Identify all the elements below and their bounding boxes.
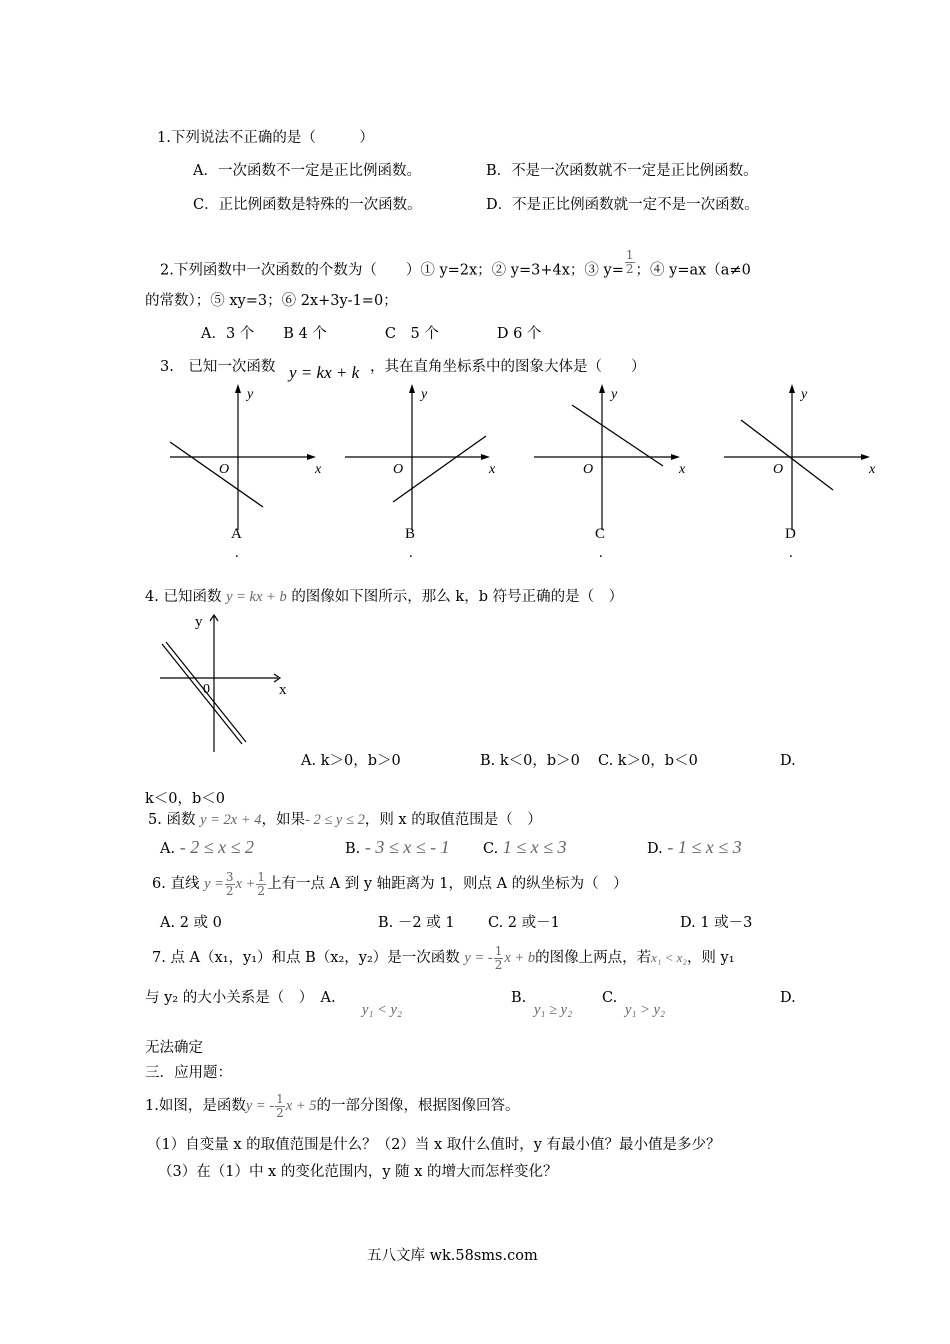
q2-half-fraction: $\frac{1}{2}$	[625, 248, 634, 276]
q7-option-b: y₁ ≥ y₂	[534, 1002, 573, 1018]
q7-stem: 7. 点 A（x₁，y₁）和点 B（x₂，y₂）是一次函数 y = - $\frac{1}{2}$ x + b的图像上两点，若x₁ < x₂，则 y₁	[152, 943, 735, 972]
q1-option-b: B．不是一次函数就不一定是正比例函数。	[486, 163, 758, 179]
q3-graph-a-line	[170, 442, 263, 507]
q2-stem-line2: 的常数）；⑤ xy=3；⑥ 2x+3y-1=0；	[145, 293, 398, 309]
q6-option-b: B. －2 或 1	[378, 915, 455, 931]
section3-sub1: （1）自变量 x 的取值范围是什么？（2）当 x 取什么值时，y 有最小值？最小值是多少？	[147, 1137, 721, 1153]
q3-graph-b-origin-label: O	[393, 462, 404, 477]
q4-option-d: k＜0，b＜0	[145, 791, 226, 807]
q3-graph-b-y-label: y	[421, 387, 428, 402]
q4-line	[162, 644, 242, 744]
q3-graph-d-dot: .	[789, 545, 793, 561]
q3-graph-d-y-arrow	[789, 384, 795, 393]
q3-graph-c-x-arrow	[671, 454, 680, 460]
q3-graph-d-label: D	[785, 526, 796, 542]
q2-options: A．3 个 B 4 个 C 5 个 D 6 个	[201, 326, 542, 342]
q4-option-c: C. k＞0，b＜0	[598, 753, 698, 769]
q4-option-d-label: D.	[780, 753, 796, 769]
q5-option-d: D. - 1 ≤ x ≤ 3	[647, 837, 742, 857]
q1-option-c: C．正比例函数是特殊的一次函数。	[193, 197, 422, 213]
q6-option-c: C. 2 或－1	[488, 915, 560, 931]
q3-stem-tail: ，其在直角坐标系中的图象大体是（ ）	[370, 359, 646, 375]
q3-graph-c-x-label: x	[679, 462, 686, 477]
q6-option-d: D. 1 或－3	[680, 915, 753, 931]
q3-stem: 3. 已知一次函数	[160, 359, 276, 375]
q3-graph-b-y-arrow	[409, 384, 415, 393]
q4-x-label: x	[279, 682, 287, 698]
q4-option-b: B. k＜0，b＞0	[480, 753, 580, 769]
q5-option-b: B. - 3 ≤ x ≤ - 1	[345, 837, 450, 857]
q7-option-a: y₁ < y₂	[362, 1002, 402, 1018]
q4-graph	[150, 612, 310, 762]
q5-option-c: C. 1 ≤ x ≤ 3	[483, 837, 567, 857]
q3-graph-d-line	[741, 420, 833, 490]
section3-sub2: （3）在（1）中 x 的变化范围内，y 随 x 的增大而怎样变化？	[158, 1164, 558, 1180]
q3-graph-c-y-label: y	[611, 387, 618, 402]
q3-graph-b-line	[393, 436, 486, 502]
q6-stem: 6. 直线 y = $\frac{3}{2}$ x + $\frac{1}{2}$ 上有一点 A 到 y 轴距离为 1，则点 A 的纵坐标为（ ）	[152, 869, 628, 898]
q3-graph-c-label: C	[595, 526, 606, 542]
q1-option-a: A．一次函数不一定是正比例函数。	[193, 163, 421, 179]
q3-graph-b-x-arrow	[481, 454, 490, 460]
q3-graph-d-origin-label: O	[773, 462, 784, 477]
section3-q1-stem: 1.如图，是函数y = - $\frac{1}{2}$ x + 5的一部分图像，根据图像回答。	[145, 1091, 520, 1120]
q4-stem: 4. 已知函数 y = kx + b 的图像如下图所示，那么 k，b 符号正确的是（ ）	[145, 589, 624, 605]
q3-graph-a-label: A	[231, 526, 242, 542]
q3-graph-d-y-label: y	[801, 387, 808, 402]
q7-option-d-label: D.	[780, 990, 796, 1006]
q3-graph-a-dot: .	[235, 545, 239, 561]
q3-graph-b-x-label: x	[489, 462, 496, 477]
q3-graph-d-x-label: x	[869, 462, 876, 477]
q3-graph-a-y-label: y	[247, 387, 254, 402]
q3-formula: y = kx + k	[289, 363, 360, 382]
q5-option-a: A. - 2 ≤ x ≤ 2	[160, 837, 254, 857]
q3-graphs	[0, 380, 950, 600]
q7-option-d: 无法确定	[145, 1040, 203, 1056]
q7-option-b-label: B.	[511, 990, 527, 1006]
q6-option-a: A. 2 或 0	[160, 915, 222, 931]
q4-y-label: y	[195, 614, 203, 630]
q2-stem: 2.下列函数中一次函数的个数为（ ）① y=2x；② y=3+4x；③ y= $\frac{1}{2}$ ；④ y=ax（a≠0	[160, 248, 751, 279]
q1-option-d: D．不是正比例函数就一定不是一次函数。	[486, 197, 759, 213]
q3-graph-b-dot: .	[409, 545, 413, 561]
q3-graph-a-x-label: x	[315, 462, 322, 477]
q3-graph-c-dot: .	[599, 545, 603, 561]
q3-graph-a-y-arrow	[235, 384, 241, 393]
q7-stem-line2: 与 y₂ 的大小关系是（ ） A.	[145, 990, 336, 1006]
section3-title: 三．应用题：	[145, 1065, 232, 1081]
q3-graph-d-x-arrow	[861, 454, 870, 460]
q5-stem: 5. 函数 y = 2x + 4，如果- 2 ≤ y ≤ 2，则 x 的取值范围是（ ）	[148, 812, 542, 828]
q7-option-c: y₁ > y₂	[625, 1002, 665, 1018]
footer: 五八文库 wk.58sms.com	[367, 1248, 538, 1264]
q1-stem: 1.下列说法不正确的是（ ）	[157, 130, 374, 146]
q3-graph-c-origin-label: O	[583, 462, 594, 477]
q3-graph-c-y-arrow	[599, 384, 605, 393]
q3-graph-a-origin-label: O	[219, 462, 230, 477]
q7-option-c-label: C.	[602, 990, 618, 1006]
q4-option-a: A. k＞0，b＞0	[301, 753, 401, 769]
q3-graph-b-label: B	[405, 526, 416, 542]
q3-graph-a-x-arrow	[307, 454, 316, 460]
q4-origin-label: 0	[203, 682, 210, 697]
